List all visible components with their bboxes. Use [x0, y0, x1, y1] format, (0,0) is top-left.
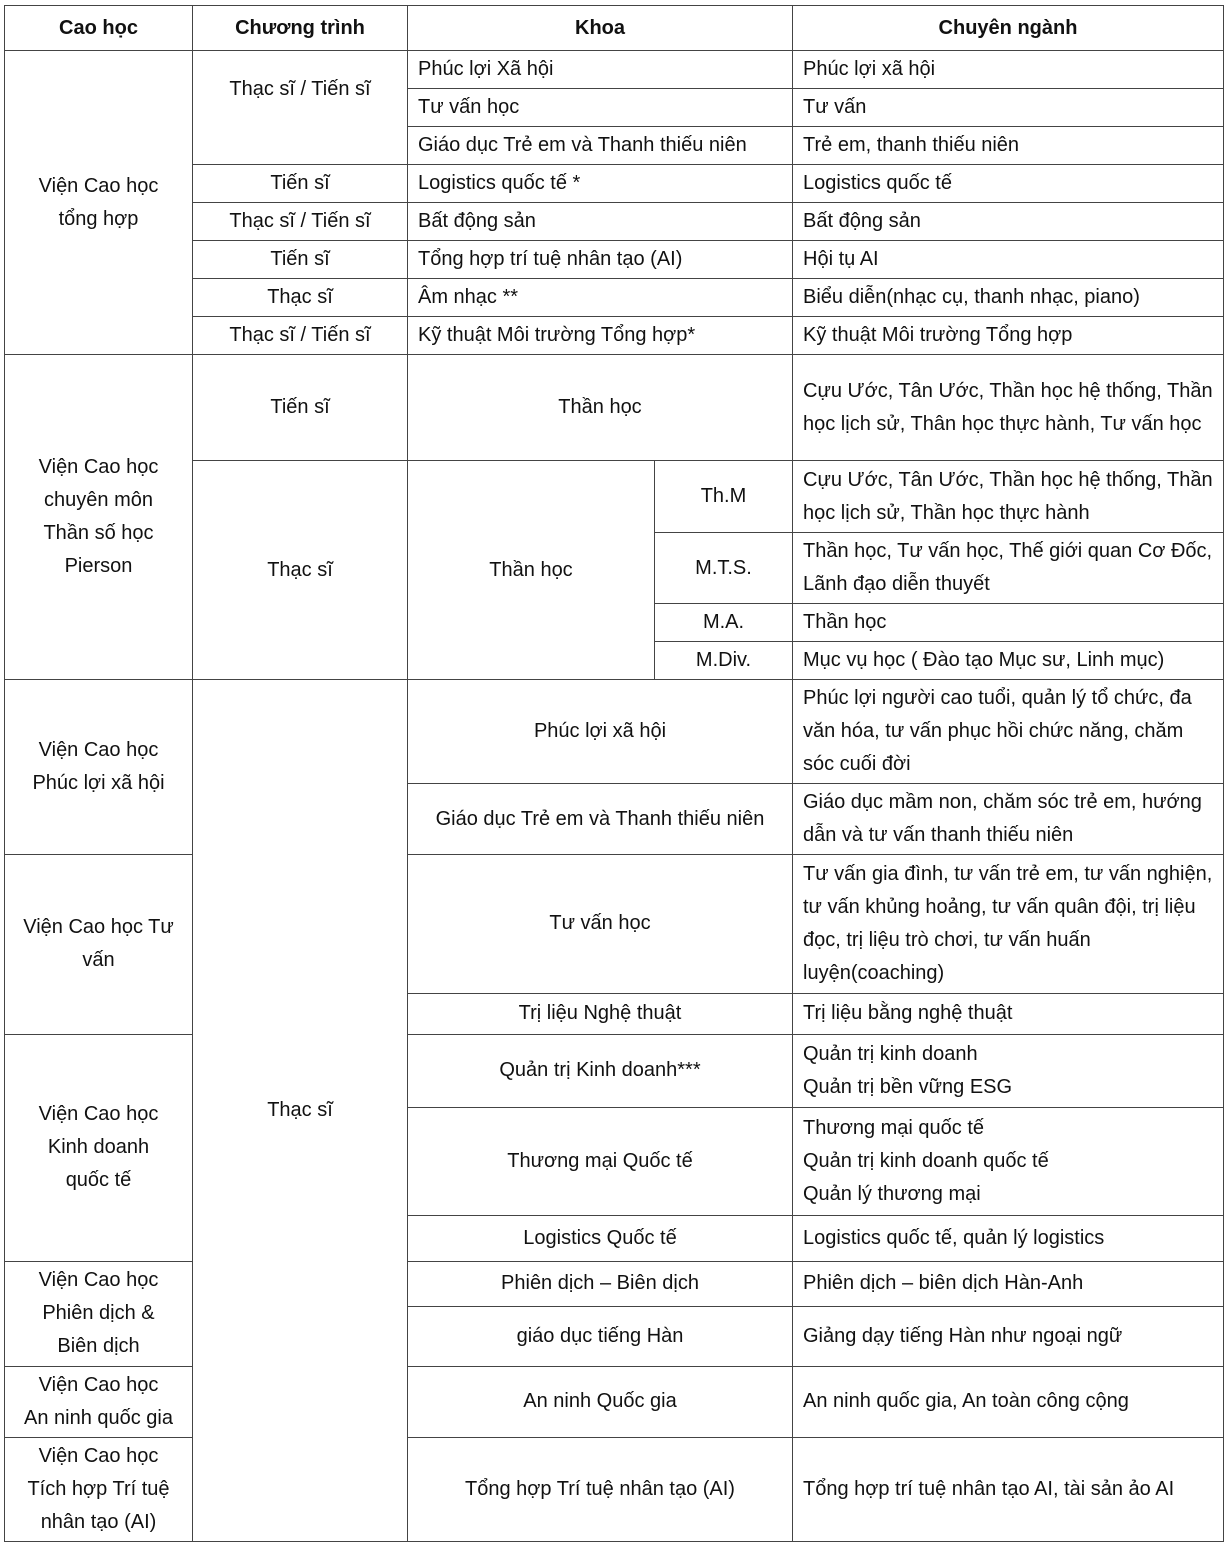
program-cell: Thạc sĩ / Tiến sĩ — [193, 51, 408, 165]
header-chuyen-nganh: Chuyên ngành — [793, 6, 1224, 51]
major-cell: Cựu Ước, Tân Ước, Thần học hệ thống, Thần học lịch sử, Thần học thực hành — [793, 461, 1224, 533]
program-cell: Tiến sĩ — [193, 241, 408, 279]
major-cell: Mục vụ học ( Đào tạo Mục sư, Linh mục) — [793, 642, 1224, 680]
degree-cell: M.A. — [655, 604, 793, 642]
program-cell: Thạc sĩ — [193, 279, 408, 317]
major-cell: Logistics quốc tế, quản lý logistics — [793, 1215, 1224, 1261]
faculty-cell: Thần học — [408, 355, 793, 461]
faculty-cell: Thần học — [408, 461, 655, 680]
degree-cell: M.T.S. — [655, 533, 793, 604]
program-cell: Thạc sĩ / Tiến sĩ — [193, 203, 408, 241]
institute-cell: Viện Cao học chuyên môn Thần số học Pierson — [5, 355, 193, 680]
faculty-cell: Phúc lợi xã hội — [408, 680, 793, 784]
major-cell: Giảng dạy tiếng Hàn như ngoại ngữ — [793, 1306, 1224, 1366]
faculty-cell: Âm nhạc ** — [408, 279, 793, 317]
program-cell: Thạc sĩ / Tiến sĩ — [193, 317, 408, 355]
faculty-cell: Giáo dục Trẻ em và Thanh thiếu niên — [408, 784, 793, 855]
institute-cell: Viện Cao học Tư vấn — [5, 855, 193, 1034]
institute-cell: Viện Cao học Phúc lợi xã hội — [5, 680, 193, 855]
major-cell: Bất động sản — [793, 203, 1224, 241]
major-cell: Logistics quốc tế — [793, 165, 1224, 203]
faculty-cell: Tư vấn học — [408, 89, 793, 127]
major-cell: Kỹ thuật Môi trường Tổng hợp — [793, 317, 1224, 355]
faculty-cell: Bất động sản — [408, 203, 793, 241]
program-cell: Tiến sĩ — [193, 165, 408, 203]
major-cell: Thần học — [793, 604, 1224, 642]
institute-cell: Viện Cao học Tích hợp Trí tuệ nhân tạo (AI) — [5, 1437, 193, 1541]
faculty-cell: Phúc lợi Xã hội — [408, 51, 793, 89]
degree-cell: Th.M — [655, 461, 793, 533]
faculty-cell: Logistics quốc tế * — [408, 165, 793, 203]
degree-cell: M.Div. — [655, 642, 793, 680]
institute-cell: Viện Cao học An ninh quốc gia — [5, 1366, 193, 1437]
major-cell: Thần học, Tư vấn học, Thế giới quan Cơ Đốc, Lãnh đạo diễn thuyết — [793, 533, 1224, 604]
faculty-cell: Giáo dục Trẻ em và Thanh thiếu niên — [408, 127, 793, 165]
header-chuong-trinh: Chương trình — [193, 6, 408, 51]
major-cell: Cựu Ước, Tân Ước, Thần học hệ thống, Thần học lịch sử, Thân học thực hành, Tư vấn học — [793, 355, 1224, 461]
institute-cell: Viện Cao học tổng hợp — [5, 51, 193, 355]
major-cell: Phiên dịch – biên dịch Hàn-Anh — [793, 1261, 1224, 1306]
faculty-cell: Tư vấn học — [408, 855, 793, 993]
major-cell: Giáo dục mầm non, chăm sóc trẻ em, hướng dẫn và tư vấn thanh thiếu niên — [793, 784, 1224, 855]
major-cell: Phúc lợi xã hội — [793, 51, 1224, 89]
header-khoa: Khoa — [408, 6, 793, 51]
faculty-cell: Phiên dịch – Biên dịch — [408, 1261, 793, 1306]
program-cell: Thạc sĩ — [193, 461, 408, 680]
major-cell: Trị liệu bằng nghệ thuật — [793, 993, 1224, 1034]
faculty-cell: giáo dục tiếng Hàn — [408, 1306, 793, 1366]
faculty-cell: Tổng hợp trí tuệ nhân tạo (AI) — [408, 241, 793, 279]
major-cell: Phúc lợi người cao tuổi, quản lý tổ chức, đa văn hóa, tư vấn phục hồi chức năng, chăm sóc cuối đời — [793, 680, 1224, 784]
faculty-cell: Kỹ thuật Môi trường Tổng hợp* — [408, 317, 793, 355]
faculty-cell: Thương mại Quốc tế — [408, 1107, 793, 1215]
program-cell: Tiến sĩ — [193, 355, 408, 461]
institute-cell: Viện Cao học Phiên dịch & Biên dịch — [5, 1261, 193, 1366]
major-cell: Tư vấn gia đình, tư vấn trẻ em, tư vấn nghiện, tư vấn khủng hoảng, tư vấn quân đội, trị liệu đọc, trị liệu trò chơi, tư vấn huấn luyện(coaching) — [793, 855, 1224, 993]
major-cell: Hội tụ AI — [793, 241, 1224, 279]
faculty-cell: Trị liệu Nghệ thuật — [408, 993, 793, 1034]
major-cell: Thương mại quốc tế Quản trị kinh doanh quốc tế Quản lý thương mại — [793, 1107, 1224, 1215]
major-cell: An ninh quốc gia, An toàn công cộng — [793, 1366, 1224, 1437]
header-cao-hoc: Cao học — [5, 6, 193, 51]
faculty-cell: Quản trị Kinh doanh*** — [408, 1034, 793, 1107]
faculty-cell: Tổng hợp Trí tuệ nhân tạo (AI) — [408, 1437, 793, 1541]
faculty-cell: An ninh Quốc gia — [408, 1366, 793, 1437]
major-cell: Biểu diễn(nhạc cụ, thanh nhạc, piano) — [793, 279, 1224, 317]
institute-cell: Viện Cao học Kinh doanh quốc tế — [5, 1034, 193, 1261]
program-table — [4, 5, 1224, 1542]
faculty-cell: Logistics Quốc tế — [408, 1215, 793, 1261]
major-cell: Tư vấn — [793, 89, 1224, 127]
major-cell: Tổng hợp trí tuệ nhân tạo AI, tài sản ảo AI — [793, 1437, 1224, 1541]
major-cell: Quản trị kinh doanh Quản trị bền vững ESG — [793, 1034, 1224, 1107]
program-cell: Thạc sĩ — [193, 680, 408, 1542]
major-cell: Trẻ em, thanh thiếu niên — [793, 127, 1224, 165]
